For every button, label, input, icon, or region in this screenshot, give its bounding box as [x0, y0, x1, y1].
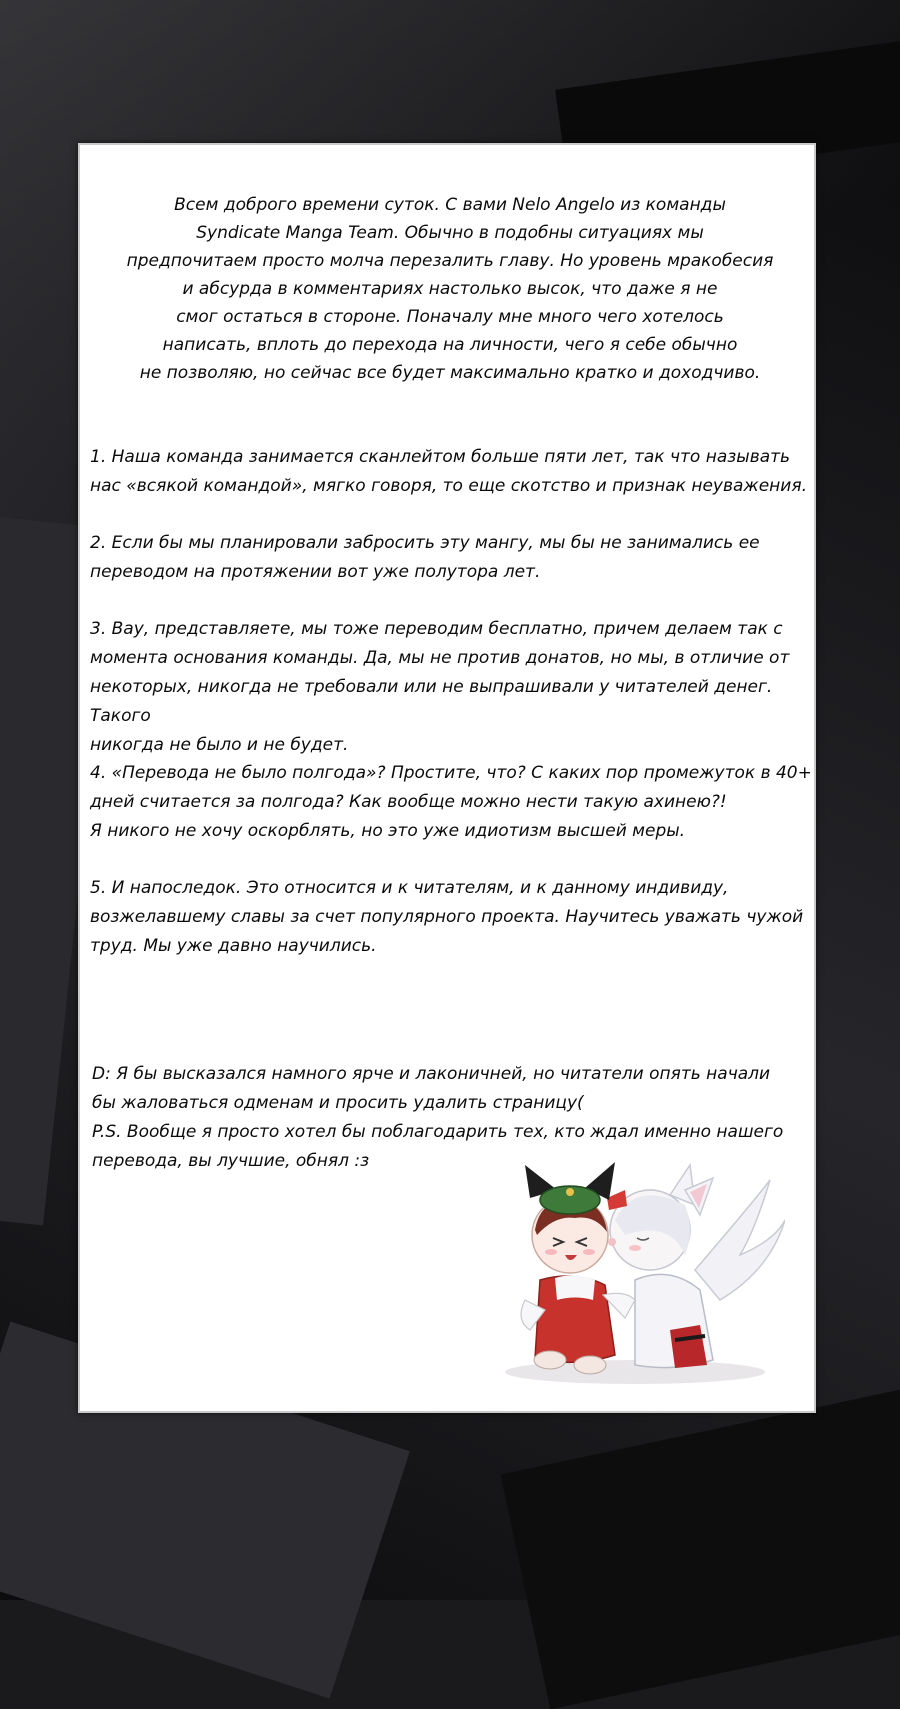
point-5: 5. И напоследок. Это относится и к читателям, и к данному индивиду, возжелавшему славы за счет популярного проекта. Научитесь уважать чужой труд. Мы уже давно научились. [90, 878, 804, 956]
footer-d-note: D: Я бы высказался намного ярче и лаконичней, но читатели опять начали бы жаловаться одменам и просить удалить страницу( [92, 1064, 771, 1113]
point-2: 2. Если бы мы планировали забросить эту мангу, мы бы не занимались ее переводом на протяжении вот уже полутора лет. [90, 533, 760, 582]
footer-note [92, 1060, 792, 1176]
message-page [78, 143, 816, 1413]
point-1: 1. Наша команда занимается сканлейтом больше пяти лет, так что называть нас «всякой командой», мягко говоря, то еще скотство и признак неуважения. [90, 447, 807, 496]
point-4: 4. «Перевода не было полгода»? Простите, что? С каких пор промежуток в 40+ дней считается за полгода? Как вообще можно нести такую ахинею?! Я никого не хочу оскорблять, но это уже идиотизм высшей меры. [90, 763, 812, 841]
footer-ps: P.S. Вообще я просто хотел бы поблагодарить тех, кто ждал именно нашего перевода, вы лучшие, обнял :з [92, 1122, 784, 1171]
chibi-illustration [485, 1160, 785, 1390]
point-3: 3. Вау, представляете, мы тоже переводим бесплатно, причем делаем так с момента основания команды. Да, мы не против донатов, но мы, в отличие от некоторых, никогда не требовали или не выпрашивали у читателей денег. Такого никогда не было и не будет. [90, 619, 790, 755]
background-shard [501, 1371, 900, 1709]
intro-paragraph: Всем доброго времени суток. С вами Nelo Angelo из команды Syndicate Manga Team. Обычно в подобны ситуациях мы предпочитаем просто молча перезалить главу. Но уровень мракобесия и абсурда в комментариях настолько высок, что даже я не смог остаться в стороне. Поначалу мне много чего хотелось написать, вплоть до перехода на личности, чего я себе обычно не позволяю, но сейчас все будет максимально кратко и доходчиво. [126, 195, 774, 383]
